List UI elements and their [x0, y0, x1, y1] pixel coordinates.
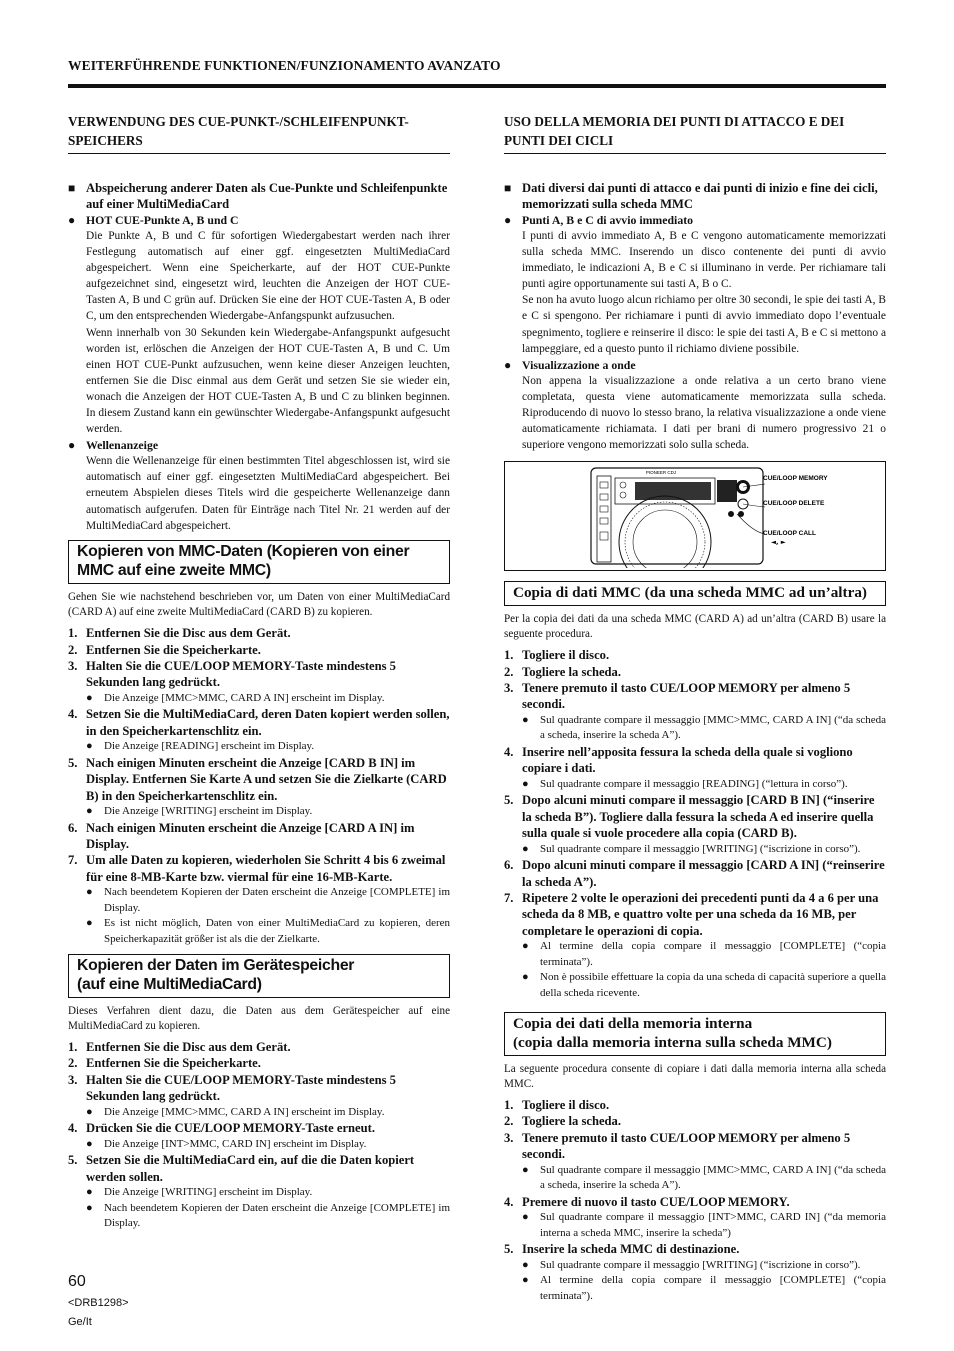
- boxed-heading: Copia dei dati della memoria interna (copia dalla memoria interna sulla scheda MMC): [504, 1012, 886, 1056]
- round-bullet-icon: ●: [86, 1201, 93, 1214]
- step-number: 2.: [504, 1114, 514, 1129]
- section-heading: USO DELLA MEMORIA DEI PUNTI DI ATTACCO E DEI PUNTI DEI CICLI: [504, 112, 886, 154]
- call-arrows-label: ◄, ►: [771, 538, 786, 547]
- step-item: [504, 680, 886, 713]
- step-number: 4.: [68, 1121, 78, 1136]
- step-note: [86, 1201, 450, 1232]
- sub-heading: ● HOT CUE-Punkte A, B und C: [68, 213, 239, 227]
- step-number: 4.: [68, 707, 78, 722]
- bullet-heading: ■ Abspeicherung anderer Daten als Cue-Punkte und Schleifenpunkte auf einer MultiMediaCard: [68, 181, 448, 211]
- step-number: 5.: [68, 1153, 78, 1168]
- paragraph: Die Punkte A, B und C für sofortigen Wiedergabestart werden nach ihrer Festlegung automatisch auf einer ggf. eingesetzten MultiMediaCard abgespeichert. Wenn eine Speicherkarte, auf der HOT CUE-Punkte aufgezeichnet sind, eingesetzt wird, leuchten die Anzeigen der HOT CUE-Tasten A, B und C grün auf. Drücken Sie eine der HOT CUE-Tasten A, B oder C, um den entsprechenden Wiedergabe-Anfangspunkt aufzusuchen.: [86, 230, 450, 323]
- note-text: Sul quadrante compare il messaggio [WRITING] (“iscrizione in corso”).: [540, 842, 861, 855]
- step-number: 1.: [504, 648, 514, 663]
- note-text: Nach beendetem Kopieren der Daten erscheint die Anzeige [COMPLETE] im Display.: [104, 1201, 450, 1230]
- step-text: Entfernen Sie die Speicherkarte.: [86, 642, 261, 657]
- step-text: Nach einigen Minuten erscheint die Anzeige [CARD A IN] im Display.: [86, 820, 415, 851]
- step-note: [522, 939, 886, 970]
- note-text: Sul quadrante compare il messaggio [MMC>MMC, CARD A IN] (“da scheda a scheda, inserire la scheda A”).: [540, 1163, 886, 1192]
- step-item: [504, 792, 886, 841]
- square-bullet-icon: ■: [68, 181, 76, 195]
- step-number: 6.: [68, 820, 78, 835]
- step-item: [504, 1194, 886, 1210]
- step-number: 3.: [504, 680, 514, 695]
- round-bullet-icon: ●: [522, 1274, 529, 1287]
- cdj-player-illustration: [505, 462, 885, 568]
- round-bullet-icon: ●: [522, 713, 529, 726]
- round-bullet-icon: ●: [86, 917, 93, 930]
- round-bullet-icon: ●: [86, 740, 93, 753]
- step-list: [68, 625, 450, 947]
- step-item: [504, 664, 886, 680]
- round-bullet-icon: ●: [86, 1105, 93, 1118]
- note-text: Die Anzeige [INT>MMC, CARD IN] erscheint im Display.: [104, 1137, 367, 1150]
- round-bullet-icon: ●: [86, 1137, 93, 1150]
- step-note: [86, 691, 450, 707]
- paragraph: Wenn die Wellenanzeige für einen bestimmten Titel abgeschlossen ist, wird sie automatisch auf einer ggf. eingesetzten MultiMediaCard abgespeichert. Bei erneutem Abspielen dieses Titels wird die gespeicherte Wellenanzeige dann automatisch aufgerufen. Daten für Einträge nach Titel Nr. 21 werden auf der MultiMediaCard abgespeichert.: [86, 455, 450, 532]
- step-item: [68, 642, 450, 658]
- step-item: [68, 658, 450, 691]
- step-number: 6.: [504, 858, 514, 873]
- intro-text: Dieses Verfahren dient dazu, die Daten aus dem Gerätespeicher auf eine MultiMediaCard zu kopieren.: [68, 1004, 450, 1033]
- round-bullet-icon: ●: [522, 842, 529, 855]
- note-text: Al termine della copia compare il messaggio [COMPLETE] (“copia terminata”).: [540, 940, 886, 968]
- step-note: [86, 885, 450, 916]
- sub-heading: ● Wellenanzeige: [68, 438, 159, 453]
- brand-text: PIONEER CDJ: [645, 470, 677, 476]
- step-text: Inserire nell’apposita fessura la scheda della quale si vogliono copiare i dati.: [522, 744, 853, 776]
- note-text: Sul quadrante compare il messaggio [MMC>MMC, CARD A IN] (“da scheda a scheda, inserire la scheda A”).: [540, 713, 886, 742]
- note-text: Nach beendetem Kopieren der Daten erscheint die Anzeige [COMPLETE] im Display.: [104, 886, 450, 914]
- step-text: Entfernen Sie die Disc aus dem Gerät.: [86, 1039, 291, 1054]
- step-item: [68, 1072, 450, 1105]
- step-text: Dopo alcuni minuti compare il messaggio [CARD A IN] (“reinserire la scheda A”).: [522, 858, 885, 889]
- step-list: [504, 1097, 886, 1305]
- step-item: [504, 744, 886, 777]
- step-text: Entfernen Sie die Speicherkarte.: [86, 1056, 261, 1071]
- step-item: [504, 1241, 886, 1257]
- step-item: [68, 1120, 450, 1136]
- step-note: [522, 1210, 886, 1241]
- step-number: 3.: [504, 1130, 514, 1145]
- step-item: [68, 625, 450, 641]
- round-bullet-icon: ●: [522, 777, 529, 790]
- step-note: [522, 842, 886, 858]
- round-bullet-icon: ●: [504, 357, 512, 372]
- right-column: [504, 112, 886, 1305]
- step-item: [68, 1039, 450, 1055]
- step-number: 5.: [68, 755, 78, 770]
- sub-heading: ● Visualizzazione a onde: [504, 357, 636, 372]
- note-text: Non è possibile effettuare la copia da una scheda di capacità superiore a quella della scheda ricevente.: [540, 971, 886, 999]
- step-text: Halten Sie die CUE/LOOP MEMORY-Taste mindestens 5 Sekunden lang gedrückt.: [86, 1072, 396, 1104]
- step-number: 1.: [504, 1097, 514, 1112]
- step-note: [86, 1137, 450, 1153]
- step-item: [68, 852, 450, 885]
- language-code: Ge/It: [68, 1316, 92, 1328]
- round-bullet-icon: ●: [86, 1185, 93, 1198]
- step-text: Dopo alcuni minuti compare il messaggio [CARD B IN] (“inserire la scheda B”). Togliere dalla fessura la scheda A ed inserire quella sulla quale si vuole procedere alla copia (CARD B).: [522, 793, 875, 841]
- step-note: [86, 1105, 450, 1121]
- round-bullet-icon: ●: [522, 971, 529, 984]
- step-note: [522, 777, 886, 793]
- step-text: Togliere il disco.: [522, 648, 610, 663]
- note-text: Die Anzeige [WRITING] erscheint im Display.: [104, 804, 313, 817]
- step-text: Entfernen Sie die Disc aus dem Gerät.: [86, 626, 291, 641]
- cue-loop-memory-label: CUE/LOOP MEMORY: [763, 475, 828, 483]
- step-number: 4.: [504, 1194, 514, 1209]
- device-figure: [504, 461, 886, 571]
- header-rule: [68, 84, 886, 88]
- note-text: Die Anzeige [WRITING] erscheint im Display.: [104, 1185, 313, 1198]
- note-text: Sul quadrante compare il messaggio [INT>MMC, CARD IN] (“da memoria interna a scheda MMC, inserire la scheda”): [540, 1211, 886, 1239]
- step-number: 1.: [68, 1039, 78, 1054]
- step-list: [504, 647, 886, 1001]
- round-bullet-icon: ●: [504, 213, 512, 227]
- boxed-heading: Kopieren von MMC-Daten (Kopieren von einer MMC auf eine zweite MMC): [68, 540, 450, 584]
- intro-text: La seguente procedura consente di copiare i dati dalla memoria interna alla scheda MMC.: [504, 1062, 886, 1091]
- step-note: [522, 1163, 886, 1194]
- paragraph: Non appena la visualizzazione a onde relativa a un certo brano viene completata, questa viene automaticamente memorizzata sulla scheda. Riproducendo di nuovo lo stesso brano, la relativa visualizzazione a onde viene automaticamente richiamata. I dati per brani di numero progressivo 21 o superiore vengono memorizzati solo sulla scheda.: [522, 374, 886, 452]
- step-number: 2.: [504, 664, 514, 679]
- step-number: 1.: [68, 626, 78, 641]
- step-note: [86, 916, 450, 947]
- step-item: [68, 820, 450, 853]
- round-bullet-icon: ●: [522, 1163, 529, 1176]
- cue-loop-call-label: CUE/LOOP CALL: [763, 530, 816, 538]
- round-bullet-icon: ●: [68, 438, 76, 453]
- round-bullet-icon: ●: [522, 1211, 529, 1224]
- step-number: 4.: [504, 744, 514, 759]
- step-item: [504, 1097, 886, 1113]
- round-bullet-icon: ●: [86, 691, 93, 704]
- step-item: [504, 857, 886, 890]
- bullet-heading: ■ Dati diversi dai punti di attacco e dai punti di inizio e fine dei cicli, memorizzati sulla scheda MMC: [504, 181, 878, 211]
- step-number: 7.: [504, 890, 514, 905]
- step-text: Nach einigen Minuten erscheint die Anzeige [CARD B IN] im Display. Entfernen Sie Karte A und setzen Sie die Zielkarte (CARD B) in den Speicherkartenschlitz ein.: [86, 755, 447, 803]
- step-number: 2.: [68, 642, 78, 657]
- step-text: Togliere il disco.: [522, 1097, 610, 1112]
- note-text: Die Anzeige [MMC>MMC, CARD A IN] erscheint im Display.: [104, 1105, 385, 1118]
- step-list: [68, 1039, 450, 1232]
- step-number: 3.: [68, 1072, 78, 1087]
- step-item: [68, 1055, 450, 1071]
- cue-loop-delete-label: CUE/LOOP DELETE: [763, 500, 825, 508]
- step-text: Togliere la scheda.: [522, 664, 622, 679]
- paragraph: Se non ha avuto luogo alcun richiamo per oltre 30 secondi, le spie dei tasti A, B e C si spengono. Per richiamare i punti di avvio immediato dopo l’eventuale spegnimento, togliere e reinserire il disco: le spie dei tasti A, B e C si mettono a lampeggiare, ed a questo punto il richiamo diviene possibile.: [522, 294, 886, 355]
- step-text: Setzen Sie die MultiMediaCard ein, auf die die Daten kopiert werden sollen.: [86, 1153, 415, 1184]
- left-column: [68, 112, 450, 1232]
- note-text: Al termine della copia compare il messaggio [COMPLETE] (“copia terminata”).: [540, 1274, 886, 1302]
- intro-text: Gehen Sie wie nachstehend beschrieben vor, um Daten von einer MultiMediaCard (CARD A) auf eine zweite MultiMediaCard (CARD B) zu kopieren.: [68, 590, 450, 619]
- step-number: 5.: [504, 793, 514, 808]
- step-number: 3.: [68, 658, 78, 673]
- paragraph: I punti di avvio immediato A, B e C vengono automaticamente memorizzati sulla scheda MMC. Inserendo un disco contenente dei punti di avvio immediato, le indicazioni A, B e C si illuminano in verde. Per richiamare tali punti agire opportunamente sui tasti A, B o C.: [522, 230, 886, 291]
- step-text: Tenere premuto il tasto CUE/LOOP MEMORY per almeno 5 secondi.: [522, 1130, 851, 1162]
- step-item: [504, 647, 886, 663]
- step-item: [68, 755, 450, 804]
- step-note: [86, 739, 450, 755]
- section-heading: VERWENDUNG DES CUE-PUNKT-/SCHLEIFENPUNKT-SPEICHERS: [68, 112, 450, 154]
- round-bullet-icon: ●: [522, 1258, 529, 1271]
- note-text: Es ist nicht möglich, Daten von einer MultiMediaCard zu kopieren, deren Speicherkapazität größer ist als die der Zielkarte.: [104, 917, 450, 945]
- boxed-heading: Kopieren der Daten im Gerätespeicher (auf eine MultiMediaCard): [68, 954, 450, 998]
- step-text: Premere di nuovo il tasto CUE/LOOP MEMORY.: [522, 1194, 790, 1209]
- step-text: Inserire la scheda MMC di destinazione.: [522, 1242, 740, 1257]
- step-item: [68, 1152, 450, 1185]
- round-bullet-icon: ●: [522, 940, 529, 953]
- step-number: 7.: [68, 853, 78, 868]
- step-number: 5.: [504, 1242, 514, 1257]
- page-number: 60: [68, 1273, 86, 1290]
- sub-heading: ● Punti A, B e C di avvio immediato: [504, 213, 694, 227]
- square-bullet-icon: ■: [504, 181, 512, 195]
- step-note: [86, 804, 450, 820]
- step-number: 2.: [68, 1056, 78, 1071]
- step-item: [504, 890, 886, 939]
- step-note: [86, 1185, 450, 1201]
- doc-code: <DRB1298>: [68, 1297, 129, 1309]
- boxed-heading: Copia di dati MMC (da una scheda MMC ad un’altra): [504, 581, 886, 606]
- step-note: [522, 1273, 886, 1304]
- round-bullet-icon: ●: [86, 804, 93, 817]
- step-item: [68, 706, 450, 739]
- step-item: [504, 1113, 886, 1129]
- step-text: Um alle Daten zu kopieren, wiederholen Sie Schritt 4 bis 6 zweimal für eine 8-MB-Karte bzw. viermal für eine 16-MB-Karte.: [86, 853, 446, 884]
- note-text: Sul quadrante compare il messaggio [WRITING] (“iscrizione in corso”).: [540, 1258, 861, 1271]
- step-note: [522, 1258, 886, 1274]
- step-text: Setzen Sie die MultiMediaCard, deren Daten kopiert werden sollen, in den Speicherkartenschlitz ein.: [86, 707, 450, 738]
- note-text: Sul quadrante compare il messaggio [READING] (“lettura in corso”).: [540, 777, 848, 790]
- note-text: Die Anzeige [MMC>MMC, CARD A IN] erscheint im Display.: [104, 691, 385, 704]
- note-text: Die Anzeige [READING] erscheint im Display.: [104, 740, 315, 753]
- round-bullet-icon: ●: [86, 886, 93, 899]
- step-text: Ripetere 2 volte le operazioni dei precedenti punti da 4 a 6 per una scheda da 8 MB, e quattro volte per una scheda da 16 MB, per completare le operazioni di copia.: [522, 890, 879, 938]
- round-bullet-icon: ●: [68, 213, 76, 227]
- step-text: Togliere la scheda.: [522, 1114, 622, 1129]
- step-text: Halten Sie die CUE/LOOP MEMORY-Taste mindestens 5 Sekunden lang gedrückt.: [86, 658, 396, 690]
- step-text: Tenere premuto il tasto CUE/LOOP MEMORY per almeno 5 secondi.: [522, 680, 851, 712]
- step-note: [522, 970, 886, 1001]
- step-text: Drücken Sie die CUE/LOOP MEMORY-Taste erneut.: [86, 1121, 375, 1136]
- paragraph: Wenn innerhalb von 30 Sekunden kein Wiedergabe-Anfangspunkt aufgesucht worden ist, erlöschen die Anzeigen der HOT CUE-Tasten A, B und C. Um einen HOT CUE-Punkt aufzusuchen, wenn keine dieser Anzeigen leuchten, entfernen Sie die Disc einmal aus dem Gerät und setzen Sie sie wieder ein, wonach die Anzeigen der HOT CUE-Tasten A, B und C zu blinken beginnen. In diesem Zustand kann ein gewünschter Wiedergabe-Anfangspunkt aufgesucht werden.: [86, 326, 450, 436]
- intro-text: Per la copia dei dati da una scheda MMC (CARD A) ad un’altra (CARD B) usare la seguente procedura.: [504, 612, 886, 641]
- step-item: [504, 1130, 886, 1163]
- page-header-title: WEITERFÜHRENDE FUNKTIONEN/FUNZIONAMENTO AVANZATO: [68, 58, 501, 73]
- step-note: [522, 713, 886, 744]
